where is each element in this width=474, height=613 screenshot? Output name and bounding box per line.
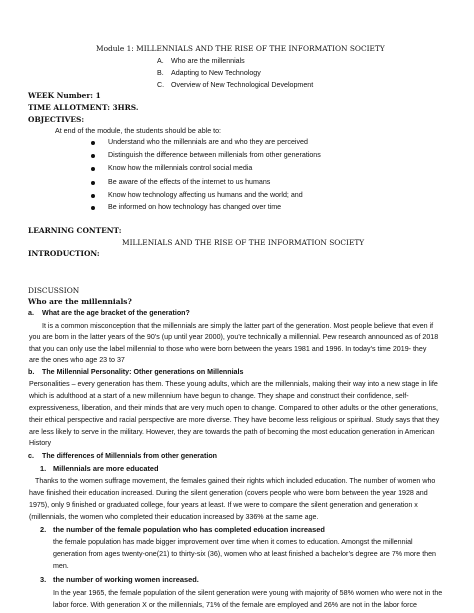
item-1-line: Thanks to the women suffrage movement, the females gained their rights which included education. The number of women who <box>35 477 436 485</box>
bullet-icon <box>91 194 95 198</box>
bullet-icon <box>91 181 95 185</box>
item-1-marker: 1. <box>40 464 47 473</box>
bullet-icon <box>91 141 95 145</box>
item-2-line: the female population has made bigger improvement over time when it comes to education. Amongst the millennial <box>53 538 413 546</box>
objectives-intro: At end of the module, the students should be able to: <box>55 127 222 135</box>
section-a-line: that you can only use the label millennial to those who were born between the years 1981 and 1996. In today’s time 2019- they <box>29 345 427 353</box>
objectives-heading: OBJECTIVES: <box>28 115 85 124</box>
item-1-line: have finished their education increased. During the silent generation (covers people who were born between the year 1928 and <box>29 489 428 497</box>
objective-item: Distinguish the difference between millenials from other generations <box>108 151 321 159</box>
section-b-line: expressiveness, liberation, and their minds that are very much open to change. Compared to other adults or the other generations, <box>29 404 438 412</box>
item-3-line: In the year 1965, the female population of the silent generation were young with majority of 58% women who were not in the <box>53 589 443 597</box>
section-c-marker: c. <box>28 452 34 460</box>
topic-c-marker: C. <box>157 81 165 89</box>
objective-item: Be aware of the effects of the internet to us humans <box>108 178 271 186</box>
item-3-marker: 3. <box>40 575 47 584</box>
objective-item: Be informed on how technology has changed over time <box>108 203 282 211</box>
learning-content-heading: LEARNING CONTENT: <box>28 226 122 235</box>
item-3-heading: the number of working women increased. <box>53 575 199 584</box>
topic-c-text: Overview of New Technological Development <box>171 81 314 89</box>
section-a-line: are the ones who age 23 to 37 <box>29 356 125 364</box>
item-2-line: men. <box>53 562 69 570</box>
section-a-line: you are born in the latter years of the 90’s (up until year 2000), you’re technically a millennial. Pew research announced as of 2018 <box>29 333 439 341</box>
topic-a-marker: A. <box>157 57 164 65</box>
item-1-heading: Millennials are more educated <box>53 464 159 473</box>
item-2-heading: the number of the female population who has completed education increased <box>53 525 325 534</box>
topic-b-text: Adapting to New Technology <box>171 69 261 77</box>
objective-item: Know how the millennials control social media <box>108 164 253 172</box>
topic-a-text: Who are the millennials <box>171 57 245 65</box>
item-1-line: 1975), only 9 finished or graduated college, four years at least. If we were to compare the silent generation and generation x <box>29 501 418 509</box>
section-b-line: which is adulthood at a start of a new millennium have begun to change. They shape and construct their confidence, self- <box>29 392 409 400</box>
item-3-line: labor force. With generation X or the millennials, 71% of the female are employed and 26% are not in the labor force <box>53 601 417 609</box>
discussion-heading: DISCUSSION <box>28 286 80 295</box>
section-b-line: History <box>29 439 52 447</box>
section-b-line: Personalities – every generation has them. These young adults, which are the millennials, making their way into a new stage in life <box>29 380 438 388</box>
section-b-line: are less likely to serve in the military. However, they are towards the path of becoming the most education generation in American <box>29 428 435 436</box>
section-a-marker: a. <box>28 309 34 317</box>
objective-item: Understand who the millennials are and who they are perceived <box>108 138 308 146</box>
section-c-heading: The differences of Millennials from other generation <box>42 452 218 460</box>
item-2-line: generation from ages twenty-one(21) to thirty-six (36), women who at least finished a bachelor’s degree are 7% more then <box>53 550 437 558</box>
bullet-icon <box>91 167 95 171</box>
topic-b-marker: B. <box>157 69 164 77</box>
objective-item: Know how technology affecting us humans and the world; and <box>108 191 303 199</box>
section-a-line: It is a common misconception that the millennials are simply the latter part of the generation. Most people believe that even if <box>42 322 434 330</box>
module-title: Module 1: MILLENNIALS AND THE RISE OF THE INFORMATION SOCIETY <box>96 44 385 53</box>
bullet-icon <box>91 206 95 210</box>
section-b-marker: b. <box>28 368 35 376</box>
who-heading: Who are the millennials? <box>28 297 132 306</box>
section-a-heading: What are the age bracket of the generation? <box>42 309 190 317</box>
time-allotment: TIME ALLOTMENT: 3HRS. <box>28 103 139 112</box>
introduction-heading: INTRODUCTION: <box>28 249 100 258</box>
item-1-line: (millennials, the women who completed their education increased by 336% at the same age. <box>29 513 319 521</box>
content-title: MILLENIALS AND THE RISE OF THE INFORMATION SOCIETY <box>122 238 365 247</box>
bullet-icon <box>91 154 95 158</box>
item-2-marker: 2. <box>40 525 47 534</box>
section-b-line: their ethical perspective and racial perspective are more diverse. They have become less religious or spiritual. Study says that they <box>29 416 440 424</box>
week-number: WEEK Number: 1 <box>28 91 101 100</box>
section-b-heading: The Millennial Personality: Other generations on Millennials <box>42 368 244 376</box>
